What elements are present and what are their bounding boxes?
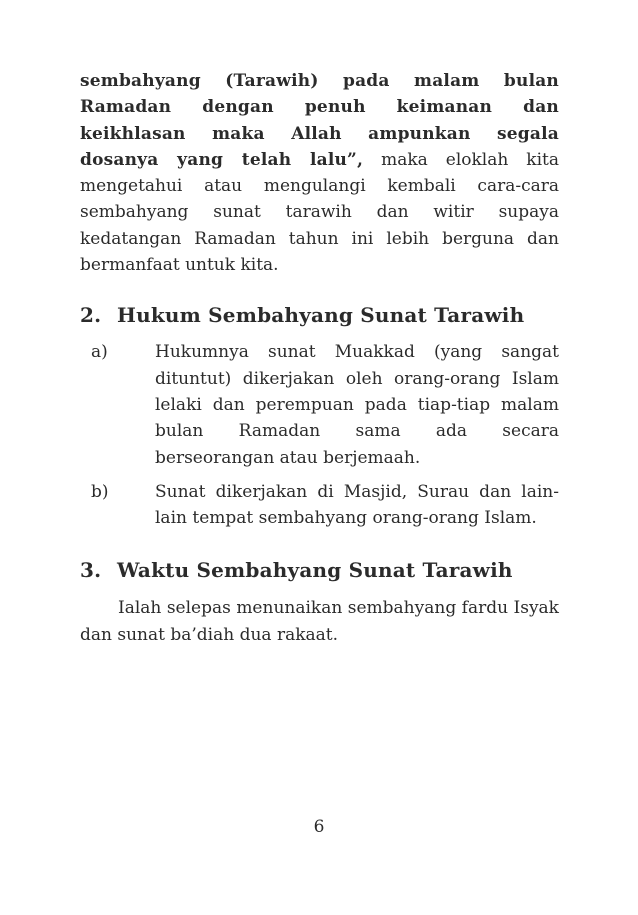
hukum-list [80, 339, 559, 531]
list-item [80, 339, 559, 470]
list-marker: b) [91, 481, 109, 502]
page-number: 6 [313, 817, 325, 837]
section-title: Hukum Sembahyang Sunat Tarawih [117, 303, 525, 328]
page-content [80, 68, 559, 648]
list-item [80, 479, 559, 532]
intro-paragraph [80, 68, 559, 278]
intro-text: maka eloklah kita mengetahui atau mengulangi kembali cara-cara sembahyang sunat tarawih dan witir supaya kedatangan Ramadan tahun ini lebih berguna dan bermanfaat untuk kita. [80, 149, 559, 276]
section-heading-waktu [80, 558, 559, 582]
list-item-text: Hukumnya sunat Muakkad (yang sangat dituntut) dikerjakan oleh orang-orang Islam lelaki dan perempuan pada tiap-tiap malam bulan Ramadan sama ada secara berseorangan atau berjemaah. [155, 342, 559, 468]
section-number: 2. [80, 303, 102, 328]
list-marker: a) [91, 342, 108, 363]
waktu-paragraph: Ialah selepas menunaikan sembahyang fardu Isyak dan sunat ba’diah dua rakaat. [80, 598, 559, 645]
intro-bold-text: sembahyang (Tarawih) pada malam bulan Ramadan dengan penuh keimanan dan keikhlasan maka Allah ampunkan segala dosanya yang telah lalu”, [80, 71, 559, 170]
section-number: 3. [80, 558, 102, 583]
section-heading-hukum [80, 303, 559, 327]
section-title: Waktu Sembahyang Sunat Tarawih [117, 558, 513, 583]
list-item-text: Sunat dikerjakan di Masjid, Surau dan lain-lain tempat sembahyang orang-orang Islam. [155, 481, 559, 529]
